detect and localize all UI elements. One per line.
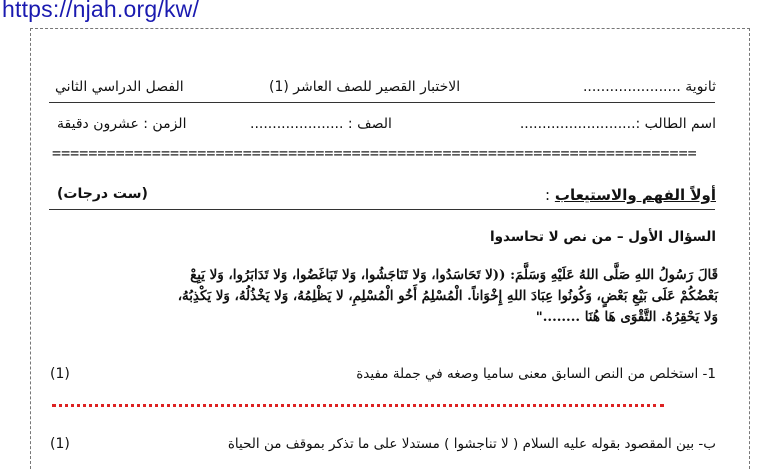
separator-line: ======================================================================= — [52, 144, 697, 162]
item-1-text: 1- استخلص من النص السابق معنى ساميا وصغه في جملة مفيدة — [356, 366, 716, 382]
item-2-mark: (1) — [50, 436, 70, 452]
hadith-line-2: بَعْضُكُمْ عَلَى بَيْعِ بَعْضٍ، وَكُونُوا عِبَادَ اللهِ إِخْوَاناً. الْمُسْلِمُ أَخُو الْمُسْلِمِ، لا يَظْلِمُهُ، وَلا يَخْذُلُهُ، وَلا يَكْذِبُهُ، — [177, 288, 718, 304]
question-1-title: السؤال الأول – من نص لا تحاسدوا — [490, 229, 716, 245]
section-heading — [545, 186, 716, 204]
answer-line[interactable] — [52, 404, 664, 407]
item-1-mark: (1) — [50, 366, 70, 382]
section-marks: (ست درجات) — [57, 186, 148, 202]
class-field: الصف : ..................... — [250, 116, 392, 132]
student-name-field: اسم الطالب :.......................... — [519, 116, 716, 132]
hadith-line-3: وَلا يَحْقِرُهُ. التَّقْوَى هَا هُنَا ........" — [535, 309, 718, 325]
section-colon: : — [545, 186, 551, 204]
school-field: ثانوية ...................... — [582, 79, 716, 95]
header-rule-2 — [49, 209, 715, 210]
hadith-line-1: قَالَ رَسُولُ اللهِ صَلَّى اللهُ عَلَيْهِ وَسَلَّمَ: ((لا تَحَاسَدُوا، وَلا تَنَاجَشُوا، وَلا تَبَاغَضُوا، وَلا تَدَابَرُوا، وَلا يَبِعْ — [190, 267, 718, 283]
section-title: أولاً الفهم والاستيعاب — [554, 186, 716, 204]
source-url[interactable]: https://njah.org/kw/ — [2, 0, 200, 22]
item-2-text: ب- بين المقصود بقوله عليه السلام ( لا تناجشوا ) مستدلا على ما تذكر بموقف من الحياة — [227, 436, 716, 452]
semester-label: الفصل الدراسي الثاني — [55, 79, 184, 95]
duration-label: الزمن : عشرون دقيقة — [57, 116, 187, 132]
hadith-text — [44, 265, 718, 328]
header-rule-1 — [49, 102, 715, 103]
exam-title: الاختبار القصير للصف العاشر (1) — [269, 79, 461, 95]
